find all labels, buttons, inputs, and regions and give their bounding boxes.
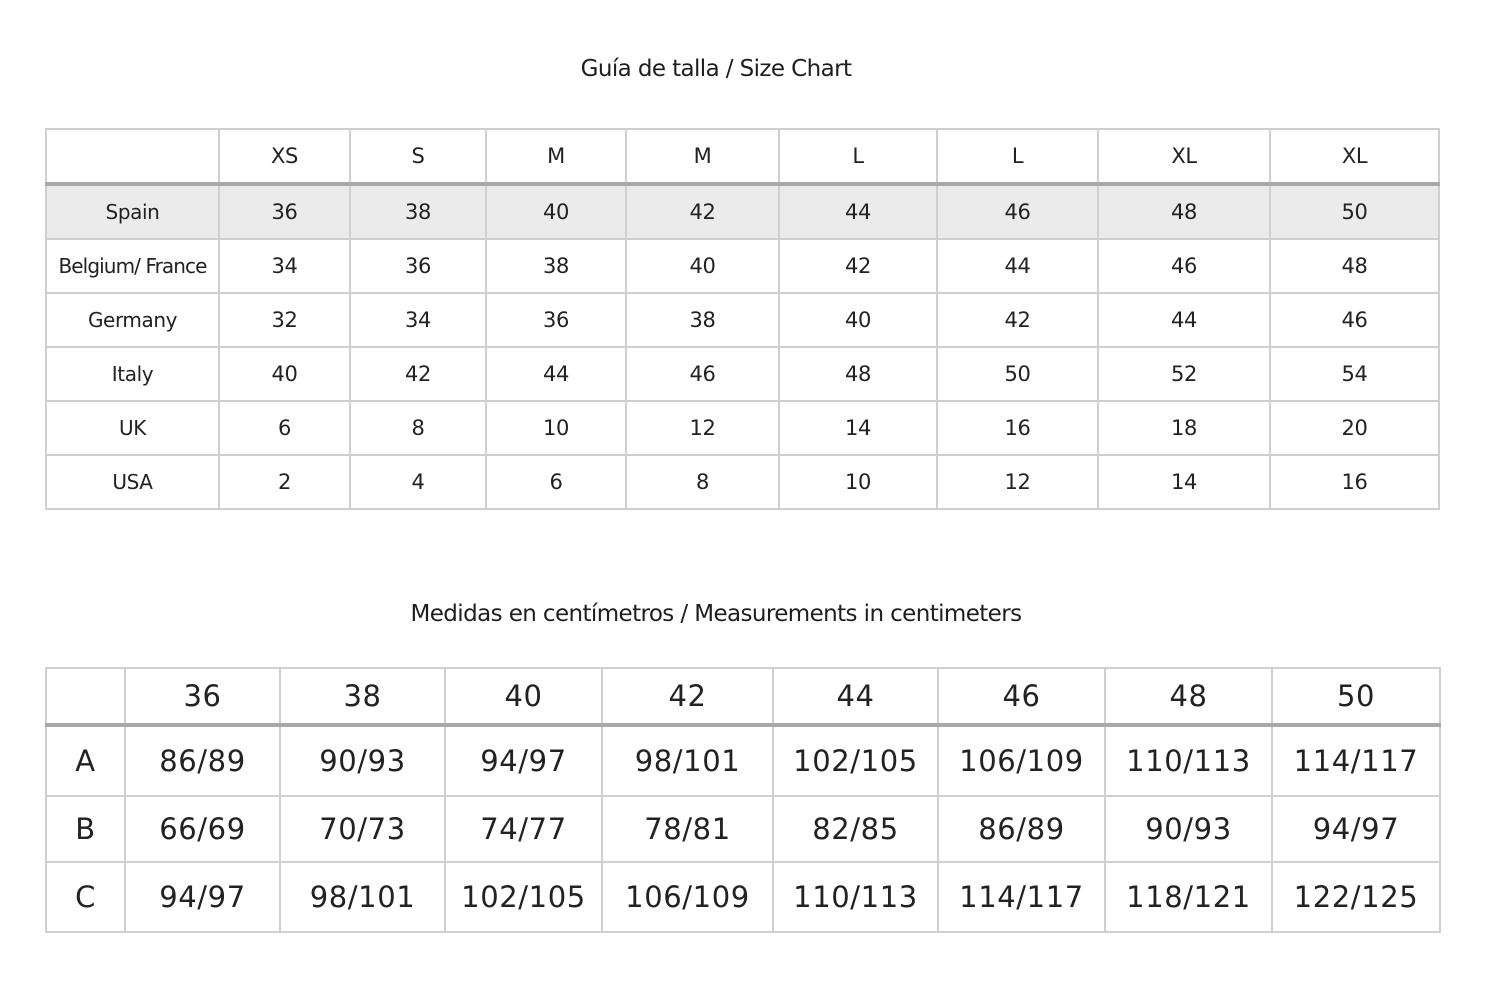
table-cell: 42 [350,347,486,401]
size-chart-header-cell: L [937,129,1098,184]
table-cell: 40 [219,347,350,401]
row-label: Belgium/ France [46,239,219,293]
table-cell: 106/109 [938,725,1105,796]
measurements-title: Medidas en centímetros / Measurements in centimeters [410,601,1022,627]
measurements-header-cell: 44 [773,668,938,725]
table-cell: 78/81 [602,796,773,862]
row-label: B [46,796,125,862]
size-chart-row-spain [46,184,1439,239]
size-chart-header-row [46,129,1439,184]
table-cell: 34 [219,239,350,293]
table-cell: 40 [486,184,626,239]
table-cell: 66/69 [125,796,280,862]
table-cell: 12 [626,401,779,455]
table-cell: 90/93 [280,725,445,796]
table-cell: 2 [219,455,350,509]
table-cell: 4 [350,455,486,509]
table-cell: 46 [1098,239,1270,293]
row-label: Germany [46,293,219,347]
table-cell: 48 [1098,184,1270,239]
table-cell: 74/77 [445,796,602,862]
table-cell: 14 [1098,455,1270,509]
size-chart-header-cell: XS [219,129,350,184]
measurements-header-cell: 48 [1105,668,1272,725]
table-cell: 38 [350,184,486,239]
table-cell: 52 [1098,347,1270,401]
table-cell: 6 [486,455,626,509]
measurements-row-c [46,862,1440,932]
size-chart-title: Guía de talla / Size Chart [580,56,852,82]
table-cell: 50 [937,347,1098,401]
table-cell: 94/97 [1272,796,1440,862]
table-cell: 40 [779,293,937,347]
size-chart-row-germany [46,293,1439,347]
table-cell: 48 [779,347,937,401]
table-cell: 90/93 [1105,796,1272,862]
table-cell: 110/113 [1105,725,1272,796]
row-label: USA [46,455,219,509]
table-cell: 48 [1270,239,1439,293]
table-cell: 18 [1098,401,1270,455]
table-cell: 46 [937,184,1098,239]
table-cell: 8 [350,401,486,455]
measurements-table [45,667,1441,933]
measurements-header-cell: 50 [1272,668,1440,725]
table-cell: 110/113 [773,862,938,932]
table-cell: 38 [486,239,626,293]
table-cell: 14 [779,401,937,455]
table-cell: 122/125 [1272,862,1440,932]
size-chart-header-cell [46,129,219,184]
table-cell: 106/109 [602,862,773,932]
table-cell: 70/73 [280,796,445,862]
measurements-header-row [46,668,1440,725]
size-chart-header-cell: XL [1270,129,1439,184]
table-cell: 6 [219,401,350,455]
size-chart-header-cell: M [486,129,626,184]
measurements-header-cell [46,668,125,725]
measurements-header-cell: 38 [280,668,445,725]
table-cell: 36 [486,293,626,347]
table-cell: 10 [779,455,937,509]
table-cell: 50 [1270,184,1439,239]
table-cell: 8 [626,455,779,509]
table-cell: 82/85 [773,796,938,862]
table-cell: 114/117 [1272,725,1440,796]
measurements-row-b [46,796,1440,862]
row-label: UK [46,401,219,455]
size-chart-header-cell: S [350,129,486,184]
table-cell: 44 [1098,293,1270,347]
table-cell: 42 [626,184,779,239]
table-cell: 16 [937,401,1098,455]
table-cell: 86/89 [125,725,280,796]
table-cell: 102/105 [445,862,602,932]
measurements-header-cell: 42 [602,668,773,725]
table-cell: 102/105 [773,725,938,796]
size-chart-table [45,128,1440,510]
size-chart-row-usa [46,455,1439,509]
size-chart-row-belgium-france [46,239,1439,293]
measurements-row-a [46,725,1440,796]
table-cell: 40 [626,239,779,293]
table-cell: 12 [937,455,1098,509]
table-cell: 46 [626,347,779,401]
table-cell: 118/121 [1105,862,1272,932]
size-chart-row-uk [46,401,1439,455]
table-cell: 98/101 [280,862,445,932]
table-cell: 98/101 [602,725,773,796]
table-cell: 36 [350,239,486,293]
table-cell: 86/89 [938,796,1105,862]
size-chart-row-italy [46,347,1439,401]
row-label: Spain [46,184,219,239]
table-cell: 32 [219,293,350,347]
table-cell: 38 [626,293,779,347]
row-label: C [46,862,125,932]
table-cell: 94/97 [125,862,280,932]
table-cell: 94/97 [445,725,602,796]
size-chart-header-cell: M [626,129,779,184]
table-cell: 44 [937,239,1098,293]
row-label: Italy [46,347,219,401]
measurements-header-cell: 40 [445,668,602,725]
table-cell: 54 [1270,347,1439,401]
measurements-header-cell: 36 [125,668,280,725]
table-cell: 34 [350,293,486,347]
size-chart-header-cell: XL [1098,129,1270,184]
row-label: A [46,725,125,796]
table-cell: 16 [1270,455,1439,509]
table-cell: 10 [486,401,626,455]
table-cell: 42 [937,293,1098,347]
table-cell: 46 [1270,293,1439,347]
table-cell: 20 [1270,401,1439,455]
table-cell: 42 [779,239,937,293]
size-chart-header-cell: L [779,129,937,184]
table-cell: 44 [779,184,937,239]
table-cell: 44 [486,347,626,401]
table-cell: 36 [219,184,350,239]
table-cell: 114/117 [938,862,1105,932]
measurements-header-cell: 46 [938,668,1105,725]
